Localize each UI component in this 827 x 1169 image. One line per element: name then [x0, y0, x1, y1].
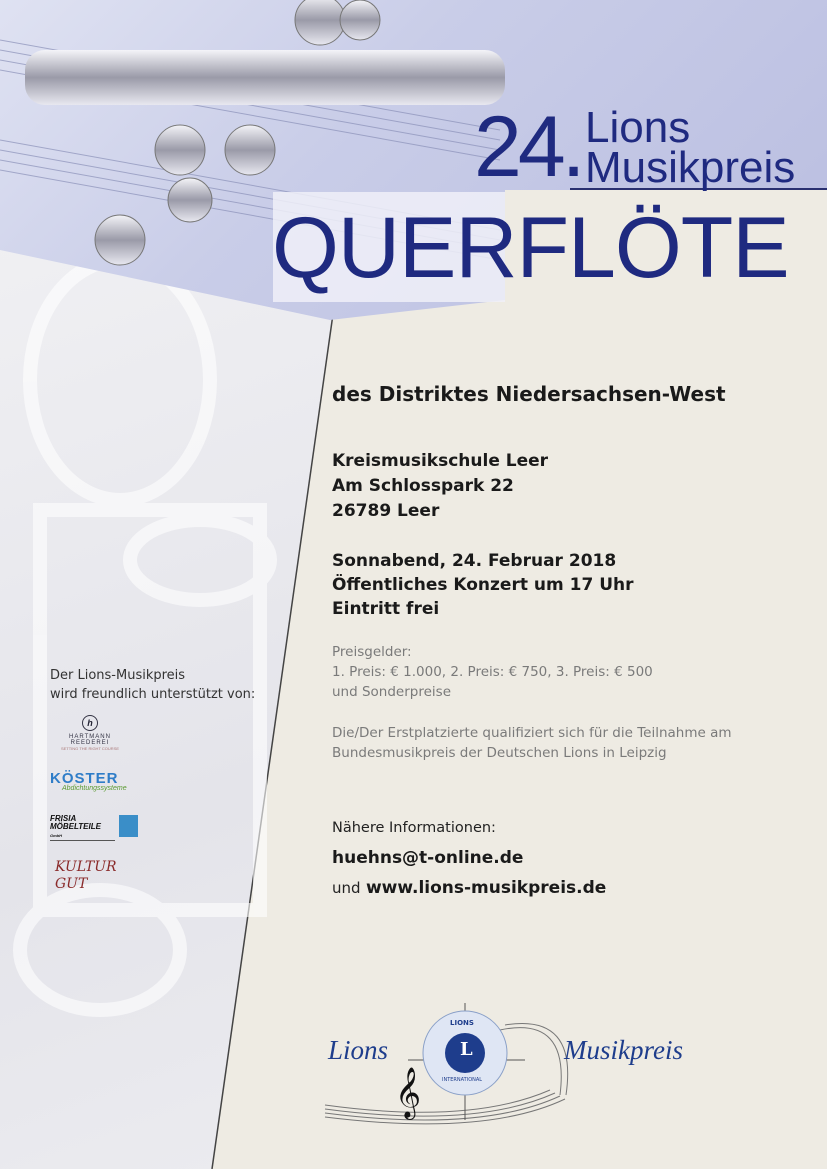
koester-name: KÖSTER: [50, 770, 119, 787]
instrument-title: QUERFLÖTE: [272, 200, 789, 296]
emblem-letter: L: [460, 1039, 473, 1060]
lions-musikpreis-logo: [320, 995, 740, 1140]
sponsor-intro-line: wird freundlich unterstützt von:: [50, 687, 256, 702]
logo-graphic: [320, 995, 740, 1140]
prizes-amounts: 1. Preis: € 1.000, 2. Preis: € 750, 3. Preis: € 500: [332, 664, 653, 680]
treble-clef-icon: 𝄞: [395, 1067, 422, 1118]
event-details: [332, 549, 634, 621]
hartmann-tagline: SETTING THE RIGHT COURSE: [60, 746, 120, 751]
venue-address: [332, 449, 548, 524]
and-text: und: [332, 879, 361, 897]
hartmann-emblem-icon: h: [82, 715, 98, 731]
logo-musikpreis-text: Musikpreis: [564, 1035, 683, 1065]
qualification-line: Die/Der Erstplatzierte qualifiziert sich für die Teilnahme am: [332, 725, 732, 741]
sponsor-intro-line: Der Lions-Musikpreis: [50, 668, 186, 683]
qualification: [332, 723, 732, 763]
kulturgut-logo: [55, 858, 130, 892]
prizes: [332, 642, 653, 702]
venue-street: Am Schlosspark 22: [332, 476, 514, 496]
kulturgut-name: KULTUR GUT: [55, 859, 117, 892]
frisia-logo: [50, 815, 115, 841]
qualification-line: Bundesmusikpreis der Deutschen Lions in Leipzig: [332, 745, 667, 761]
email-link[interactable]: huehns@t-online.de: [332, 848, 524, 868]
emblem-bottom-text: INTERNATIONAL: [442, 1077, 483, 1083]
frisia-name: FRISIA MÖBELTEILE: [50, 814, 101, 831]
prizes-label: Preisgelder:: [332, 644, 412, 660]
koester-logo: [50, 770, 127, 792]
hartmann-name: HARTMANN REEDEREI: [69, 734, 111, 746]
venue-name: Kreismusikschule Leer: [332, 451, 549, 471]
event-date: Sonnabend, 24. Februar 2018: [332, 551, 617, 571]
edition-number: 24.: [474, 99, 582, 195]
sponsor-intro: [50, 666, 255, 704]
website-link[interactable]: www.lions-musikpreis.de: [365, 878, 607, 898]
prizes-special: und Sonderpreise: [332, 684, 452, 700]
venue-city: 26789 Leer: [332, 501, 440, 521]
event-admission: Eintritt frei: [332, 599, 440, 619]
website-line: [332, 878, 606, 898]
koester-tagline: Abdichtungssysteme: [62, 785, 127, 792]
hartmann-logo: [50, 715, 130, 751]
event-concert: Öffentliches Konzert um 17 Uhr: [332, 575, 634, 595]
info-label: Nähere Informationen:: [332, 820, 496, 836]
emblem-top-text: LIONS: [450, 1019, 474, 1027]
frisia-icon: [119, 815, 138, 837]
title-lions: Lions: [585, 103, 691, 152]
logo-lions-text: Lions: [328, 1035, 389, 1065]
title-musikpreis: Musikpreis: [585, 143, 796, 192]
district: des Distriktes Niedersachsen-West: [332, 382, 726, 406]
frisia-suffix: GmbH: [50, 833, 62, 838]
